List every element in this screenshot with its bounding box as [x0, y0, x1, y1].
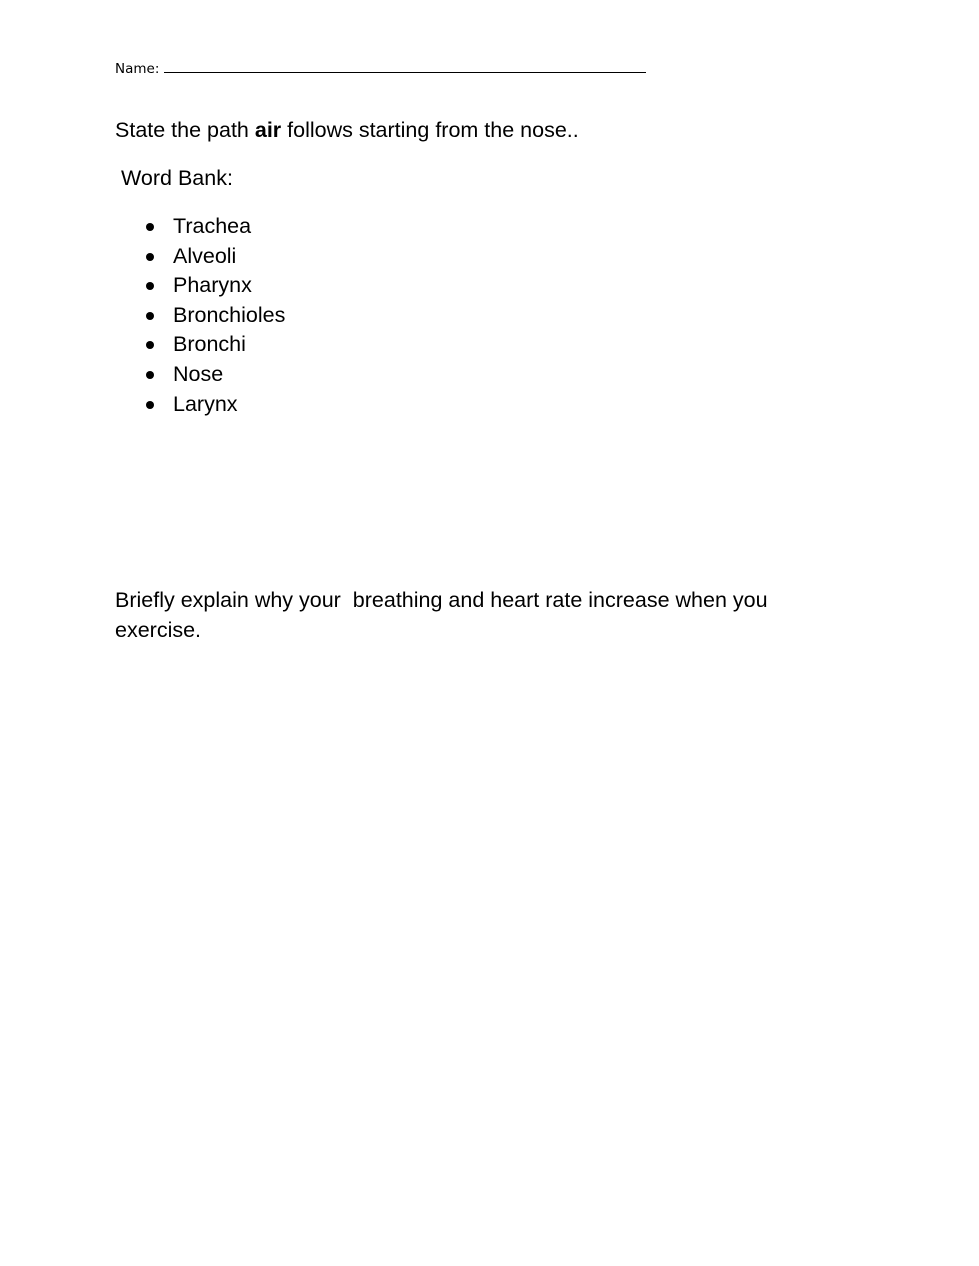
bullet-icon [146, 312, 154, 320]
word-bank-item-label: Trachea [173, 214, 252, 238]
question-1-text-start: State the path [115, 118, 255, 142]
word-bank-title: Word Bank: [121, 166, 233, 190]
question-2: Briefly explain why your breathing and heart rate increase when you exercise. [115, 588, 774, 642]
name-blank-line[interactable] [164, 59, 646, 73]
question-1-emphasis: air [254, 118, 282, 142]
name-field [115, 59, 646, 79]
question-1-text-end: follows starting from the nose.. [281, 118, 579, 142]
word-bank-item-label: Larynx [173, 391, 238, 416]
bullet-icon [146, 253, 154, 261]
bullet-icon [146, 282, 154, 290]
name-label: Name: [115, 61, 164, 77]
bullet-icon [146, 341, 154, 349]
question-1 [115, 116, 579, 144]
bullet-icon [146, 371, 154, 379]
word-bank-item-label: Bronchioles [173, 302, 286, 327]
word-bank-item-label: Bronchi [173, 332, 246, 357]
bullet-icon [146, 401, 154, 409]
bullet-icon [146, 223, 154, 231]
word-bank-item-label: Pharynx [173, 273, 252, 298]
word-bank-item-label: Alveoli [173, 243, 237, 268]
word-bank-item-label: Nose [173, 361, 224, 386]
